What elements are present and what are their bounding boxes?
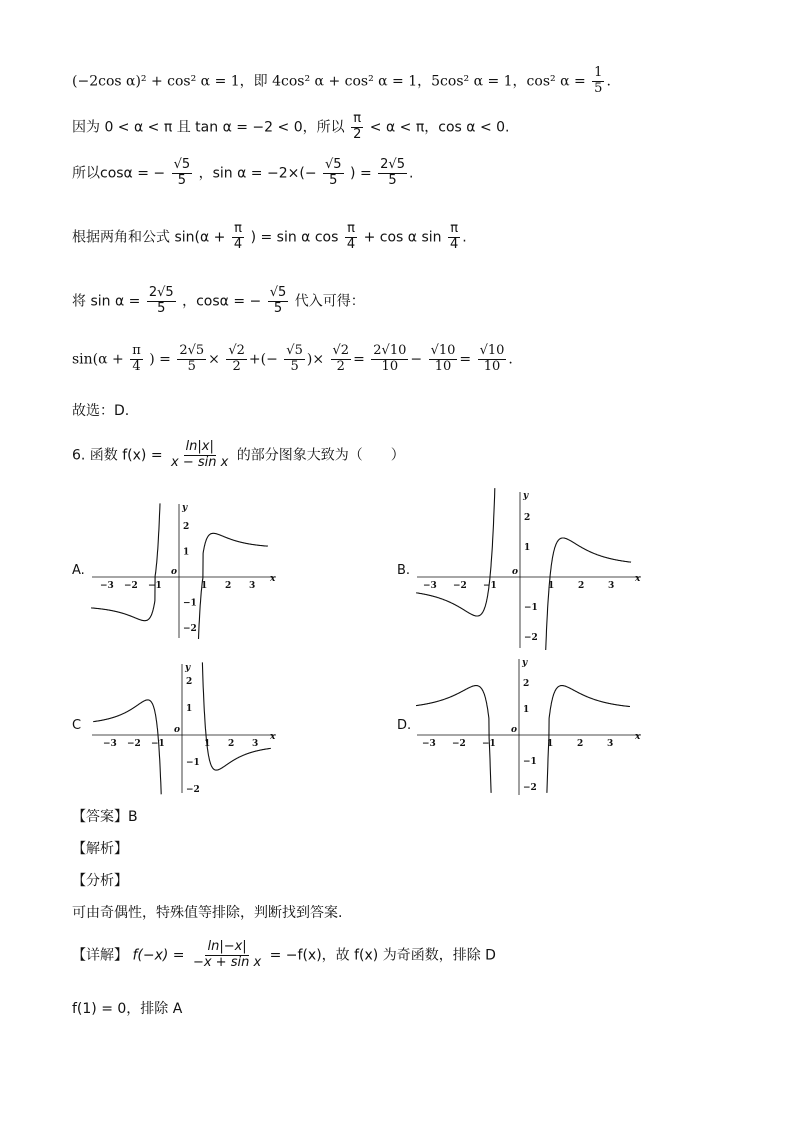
- option-a-label: A.: [72, 563, 85, 578]
- answer-line: 【答案】B: [72, 809, 138, 825]
- x-axis-label: x: [270, 732, 276, 742]
- x-tick-label: 1: [547, 739, 554, 749]
- y-axis-label: y: [182, 503, 188, 513]
- analysis-heading: 【解析】: [72, 841, 128, 857]
- y-tick-label: 1: [186, 704, 193, 714]
- fenxi-text: 可由奇偶性，特殊值等排除，判断找到答案.: [72, 905, 343, 921]
- origin-label: o: [174, 725, 181, 735]
- solution-line-1: (−2cos α)² + cos² α = 1，即 4cos² α + cos² α = 1，5cos² α = 1，cos² α = $\frac{1}{5}$ .: [72, 65, 611, 96]
- x-axis-label: x: [635, 574, 641, 584]
- x-tick-label: −1: [482, 739, 496, 749]
- option-d-label: D.: [397, 718, 412, 733]
- y-tick-label: −2: [524, 633, 538, 643]
- x-tick-label: 2: [228, 739, 235, 749]
- x-tick-label: 1: [201, 581, 208, 591]
- y-axis-label: y: [185, 663, 191, 673]
- y-tick-label: −1: [186, 758, 200, 768]
- y-tick-label: −1: [523, 757, 537, 767]
- fenxi-heading: 【分析】: [72, 873, 128, 889]
- last-line: f(1) = 0，排除 A: [72, 1001, 183, 1017]
- function-curve: [199, 533, 268, 639]
- x-tick-label: −1: [151, 739, 165, 749]
- x-tick-label: −2: [452, 739, 466, 749]
- function-curve: [416, 488, 495, 616]
- y-tick-label: 1: [183, 547, 190, 558]
- x-tick-label: 3: [607, 739, 614, 749]
- option-b-label: B.: [397, 563, 411, 578]
- function-curve: [547, 686, 630, 793]
- x-tick-label: −2: [127, 739, 141, 749]
- x-tick-label: −3: [422, 739, 436, 749]
- y-tick-label: −2: [186, 785, 200, 795]
- x-tick-label: 1: [548, 581, 555, 591]
- origin-label: o: [171, 567, 178, 577]
- y-axis-label: y: [523, 491, 529, 501]
- y-tick-label: 1: [524, 543, 531, 553]
- y-tick-label: −2: [183, 624, 197, 634]
- x-tick-label: −3: [100, 581, 114, 591]
- fraction: $\frac{1}{5}$: [594, 65, 603, 96]
- x-tick-label: −2: [453, 581, 467, 591]
- origin-label: o: [512, 567, 519, 577]
- y-tick-label: 2: [186, 677, 193, 687]
- y-axis-label: y: [522, 658, 528, 668]
- x-tick-label: −3: [423, 581, 437, 591]
- function-curve: [202, 662, 270, 770]
- x-tick-label: −2: [124, 581, 138, 591]
- solution-line-7: 故选：D.: [72, 403, 130, 419]
- x-axis-label: x: [635, 732, 641, 742]
- detail-line: 【详解】 f(−x) = $\frac{\ln|-x|}{\text{−x + sin x}}$ = −f(x)，故 f(x) 为奇函数，排除 D: [72, 939, 496, 970]
- graph-option-b: [415, 488, 645, 650]
- option-c-label: C: [72, 718, 82, 733]
- solution-line-2: 因为 0 < α < π 且 tan α = −2 < 0，所以 $\frac{\pi}{2}$ < α < π，cos α < 0.: [72, 111, 510, 142]
- solution-line-3: 所以cosα = − $\frac{√5}{5}$ ，sin α = −2×(− $\frac{√5}{5}$ ) = $\frac{2√5}{5}$ .: [72, 157, 414, 188]
- origin-label: o: [511, 725, 518, 735]
- graph-option-c: [90, 660, 280, 795]
- graph-option-d: [415, 655, 645, 797]
- x-tick-label: 3: [249, 581, 256, 591]
- x-tick-label: −3: [103, 739, 117, 749]
- y-tick-label: 2: [183, 522, 190, 532]
- x-tick-label: 2: [578, 581, 585, 591]
- function-curve: [91, 503, 160, 620]
- y-tick-label: 2: [523, 679, 530, 689]
- x-tick-label: 3: [252, 739, 259, 749]
- y-tick-label: 1: [523, 705, 530, 715]
- fraction: $\frac{\pi}{2}$: [353, 111, 362, 142]
- x-tick-label: −1: [148, 581, 162, 591]
- question-6: 6. 函数 f(x) = $\frac{\ln|x|}{\text{x − sin x}}$ 的部分图象大致为（ ）: [72, 439, 405, 470]
- y-tick-label: −2: [523, 783, 537, 793]
- x-tick-label: 3: [608, 581, 615, 591]
- x-axis-label: x: [270, 574, 276, 584]
- function-curve: [546, 538, 631, 650]
- x-tick-label: 1: [204, 739, 211, 749]
- x-tick-label: −1: [483, 581, 497, 591]
- graph-option-a: [90, 500, 280, 640]
- solution-line-6: sin(α + $\frac{\pi}{4}$ ) = $\frac{2√5}{5}$ × $\frac{√2}{2}$ +(− $\frac{√5}{5}$ )× $\frac{√2}{2}$ = $\frac{2√10}{10}$ − $\frac{√10}{10}$ = $\frac{√10}{10}$ .: [72, 343, 513, 374]
- solution-line-5: 将 sin α = $\frac{2√5}{5}$ ，cosα = − $\frac{√5}{5}$ 代入可得：: [72, 285, 365, 316]
- solution-line-4: 根据两角和公式 sin(α + $\frac{\pi}{4}$ ) = sin α cos $\frac{\pi}{4}$ + cos α sin $\frac{\pi}{4}$ .: [72, 221, 467, 252]
- y-tick-label: −1: [183, 598, 197, 609]
- x-tick-label: 2: [225, 581, 232, 591]
- x-tick-label: 2: [577, 739, 584, 749]
- y-tick-label: 2: [524, 513, 531, 523]
- y-tick-label: −1: [524, 603, 538, 613]
